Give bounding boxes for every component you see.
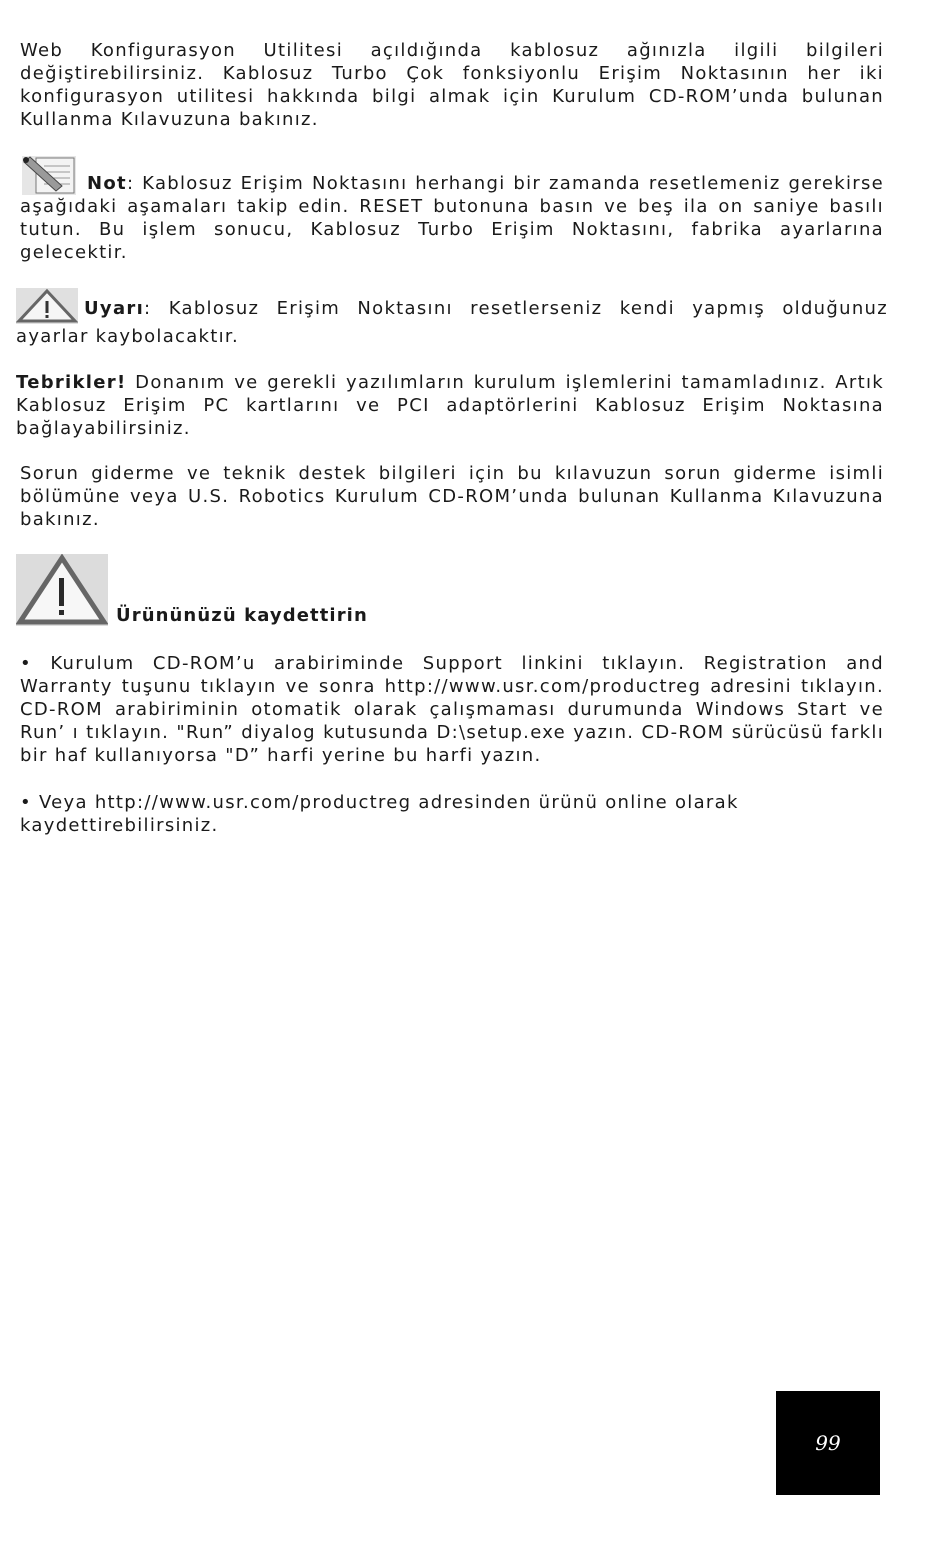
warning-paragraph: [16, 295, 888, 351]
bullet-item-1: • Kurulum CD-ROM’u arabiriminde Support linkini tıklayın. Registration and Warranty tuşunu tıklayın ve sonra http://www.usr.com/productreg adresini tıklayın. CD-ROM arabiriminin otomatik olarak çalışmaması durumunda Windows Start ve Run’ ı tıklayın. "Run” diyalog kutusunda D:\setup.exe yazın. CD-ROM sürücüsü farklı bir haf kullanıyorsa "D” harfi yerine bu harfi yazın.: [20, 653, 884, 766]
note-text: : Kablosuz Erişim Noktasını herhangi bir zamanda resetlemeniz gerekirse aşağıdaki aşamaları takip edin. RESET butonuna basın ve beş ila on saniye basılı tutun. Bu işlem sonucu, Kablosuz Turbo Erişim Noktasını, fabrika ayarlarına gelecektir.: [20, 173, 884, 263]
congrats-text: Donanım ve gerekli yazılımların kurulum işlemlerini tamamladınız. Artık Kablosuz Erişim PC kartlarını ve PCI adaptörlerini Kablosuz Erişim Noktasına bağlayabilirsiniz.: [16, 372, 884, 439]
warning-text: : Kablosuz Erişim Noktasını resetlerseniz kendi yapmış olduğunuz ayarlar kaybolacaktır.: [16, 298, 888, 347]
register-heading: Ürününüzü kaydettirin: [116, 605, 368, 626]
warning-label: Uyarı: [84, 298, 145, 319]
intro-paragraph: Web Konfigurasyon Utilitesi açıldığında kablosuz ağınızla ilgili bilgileri değiştirebilirsiniz. Kablosuz Turbo Çok fonksiyonlu Erişim Noktasının her iki konfigurasyon utilitesi hakkında bilgi almak için Kurulum CD-ROM’unda bulunan Kullanma Kılavuzuna bakınız.: [20, 40, 884, 130]
congrats-label: Tebrikler!: [16, 372, 127, 393]
support-paragraph: Sorun giderme ve teknik destek bilgileri için bu kılavuzun sorun giderme isimli bölümüne veya U.S. Robotics Kurulum CD-ROM’unda bulunan Kullanma Kılavuzuna bakınız.: [20, 463, 884, 530]
note-label: Not: [87, 173, 127, 194]
note-paragraph: [20, 172, 884, 264]
warning-triangle-icon: [16, 554, 108, 626]
page-number: [776, 1391, 880, 1495]
congrats-paragraph: [16, 371, 884, 440]
page-number-label: 99: [815, 1431, 841, 1455]
bullet-item-2: • Veya http://www.usr.com/productreg adresinden ürünü online olarak kaydettirebilirsiniz.: [20, 792, 739, 836]
